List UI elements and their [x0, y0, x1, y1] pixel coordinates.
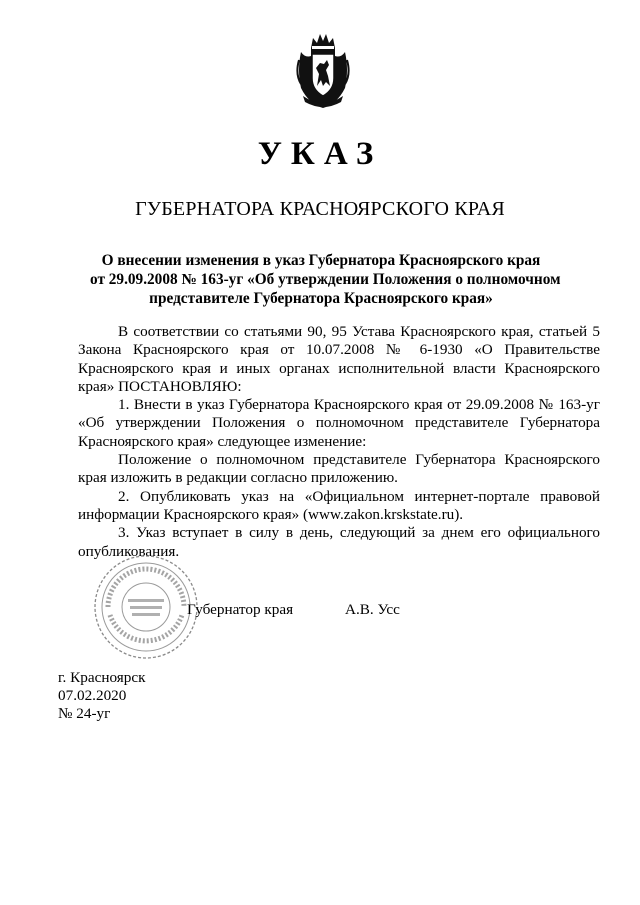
document-footer — [58, 669, 145, 723]
document-number: № 24-уг — [58, 705, 111, 722]
paragraph: 2. Опубликовать указ на «Официальном интернет-портале правовой информации Красноярского края» (www.zakon.krskstate.ru). — [78, 487, 600, 523]
issue-city: г. Красноярск — [58, 669, 146, 686]
coat-of-arms-icon — [295, 30, 351, 110]
paragraph: 3. Указ вступает в силу в день, следующий за днем его официального опубликования. — [78, 524, 600, 560]
paragraph: 1. Внести в указ Губернатора Красноярского края от 29.09.2008 № 163-уг «Об утверждении Положения о полномочном представителе Губернатора Красноярского края» следующее изменение: — [78, 396, 600, 450]
signature-block — [0, 601, 640, 625]
document-title: УКАЗ — [257, 136, 383, 172]
document-subtitle: ГУБЕРНАТОРА КРАСНОЯРСКОГО КРАЯ — [135, 198, 505, 220]
heading-line: представителе Губернатора Красноярского края» — [149, 290, 493, 307]
signer-name: А.В. Усс — [345, 601, 400, 618]
heading-line: от 29.09.2008 № 163-уг «Об утверждении Положения о полномочном — [90, 271, 561, 288]
signer-position: Губернатор края — [187, 601, 294, 618]
paragraph: В соответствии со статьями 90, 95 Устава Красноярского края, статьей 5 Закона Красноярского края от 10.07.2008 № 6-1930 «О Правительстве Красноярского края и иных органах исполнительной власти Красноярского края» ПОСТАНОВЛЯЮ: — [78, 323, 600, 395]
document-heading — [90, 251, 561, 308]
issue-date: 07.02.2020 — [58, 687, 127, 704]
document-body — [78, 323, 600, 561]
paragraph: Положение о полномочном представителе Губернатора Красноярского края изложить в редакции согласно приложению. — [78, 451, 600, 487]
heading-line: О внесении изменения в указ Губернатора Красноярского края — [101, 252, 541, 269]
